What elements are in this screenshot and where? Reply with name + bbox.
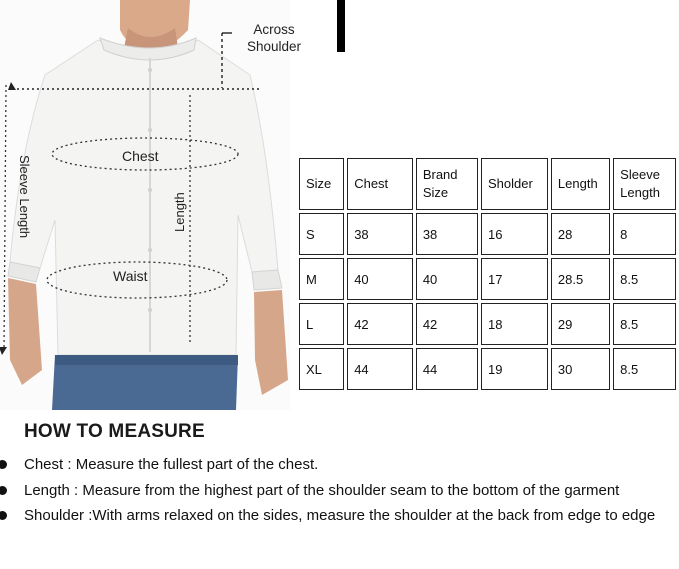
cell-chest: 42 — [347, 303, 413, 345]
length-label: Length — [172, 192, 187, 232]
header-chest: Chest — [347, 158, 413, 210]
header-brand-size-line2: Size — [422, 185, 449, 200]
list-item — [0, 505, 679, 531]
measure-term: Chest : — [24, 456, 72, 473]
across-shoulder-label — [234, 21, 314, 55]
cell-brand-size: 42 — [416, 303, 478, 345]
cell-length: 30 — [551, 348, 610, 390]
cell-shoulder: 17 — [481, 258, 548, 300]
measure-description: Measure the fullest part of the chest. — [71, 456, 319, 473]
cell-length: 28.5 — [551, 258, 610, 300]
table-header-row — [299, 158, 676, 210]
across-shoulder-label-line2: Shoulder — [246, 39, 302, 54]
cell-shoulder: 19 — [481, 348, 548, 390]
cell-sleeve-length: 8.5 — [613, 303, 676, 345]
shirt-illustration — [0, 0, 290, 410]
decorative-bar — [337, 0, 345, 52]
measure-term: Length : — [24, 481, 79, 499]
cell-sleeve-length: 8 — [613, 213, 676, 255]
bullet-icon — [0, 511, 7, 520]
cell-chest: 44 — [347, 348, 413, 390]
model-photo — [0, 0, 290, 410]
cell-size: S — [299, 213, 344, 255]
cell-length: 28 — [551, 213, 610, 255]
cell-shoulder: 16 — [481, 213, 548, 255]
cell-sleeve-length: 8.5 — [613, 258, 676, 300]
header-sleeve-length-line2: Length — [620, 185, 660, 200]
sleeve-length-label: Sleeve Length — [17, 155, 32, 239]
across-shoulder-label-line1: Across — [253, 22, 295, 37]
list-item — [0, 454, 679, 480]
list-item — [0, 480, 679, 506]
table-row — [299, 258, 676, 300]
cell-brand-size: 40 — [416, 258, 478, 300]
chest-label: Chest — [122, 148, 159, 164]
cell-brand-size: 44 — [416, 348, 478, 390]
measure-description: With arms relaxed on the sides, measure the shoulder at the back from edge to edge — [92, 507, 656, 524]
cell-brand-size: 38 — [416, 213, 478, 255]
bullet-icon — [0, 460, 7, 469]
header-shoulder: Sholder — [481, 158, 548, 210]
header-size: Size — [299, 158, 344, 210]
cell-shoulder: 18 — [481, 303, 548, 345]
size-chart-table — [296, 155, 679, 393]
header-sleeve-length-line1: Sleeve — [620, 167, 660, 182]
cell-size: XL — [299, 348, 344, 390]
waist-label: Waist — [113, 268, 148, 284]
header-brand-size — [416, 158, 478, 210]
cell-chest: 40 — [347, 258, 413, 300]
header-brand-size-line1: Brand — [422, 167, 458, 182]
cell-chest: 38 — [347, 213, 413, 255]
cell-size: M — [299, 258, 344, 300]
bullet-icon — [0, 486, 7, 495]
cell-size: L — [299, 303, 344, 345]
table-row — [299, 348, 676, 390]
table-row — [299, 213, 676, 255]
measure-description: Measure from the highest part of the shoulder seam to the bottom of the garment — [78, 481, 620, 499]
how-to-measure-title: HOW TO MEASURE — [24, 421, 205, 442]
cell-sleeve-length: 8.5 — [613, 348, 676, 390]
how-to-measure-list — [0, 454, 679, 531]
header-sleeve-length — [613, 158, 676, 210]
cell-length: 29 — [551, 303, 610, 345]
measure-term: Shoulder : — [24, 507, 93, 524]
table-row — [299, 303, 676, 345]
header-length: Length — [551, 158, 610, 210]
